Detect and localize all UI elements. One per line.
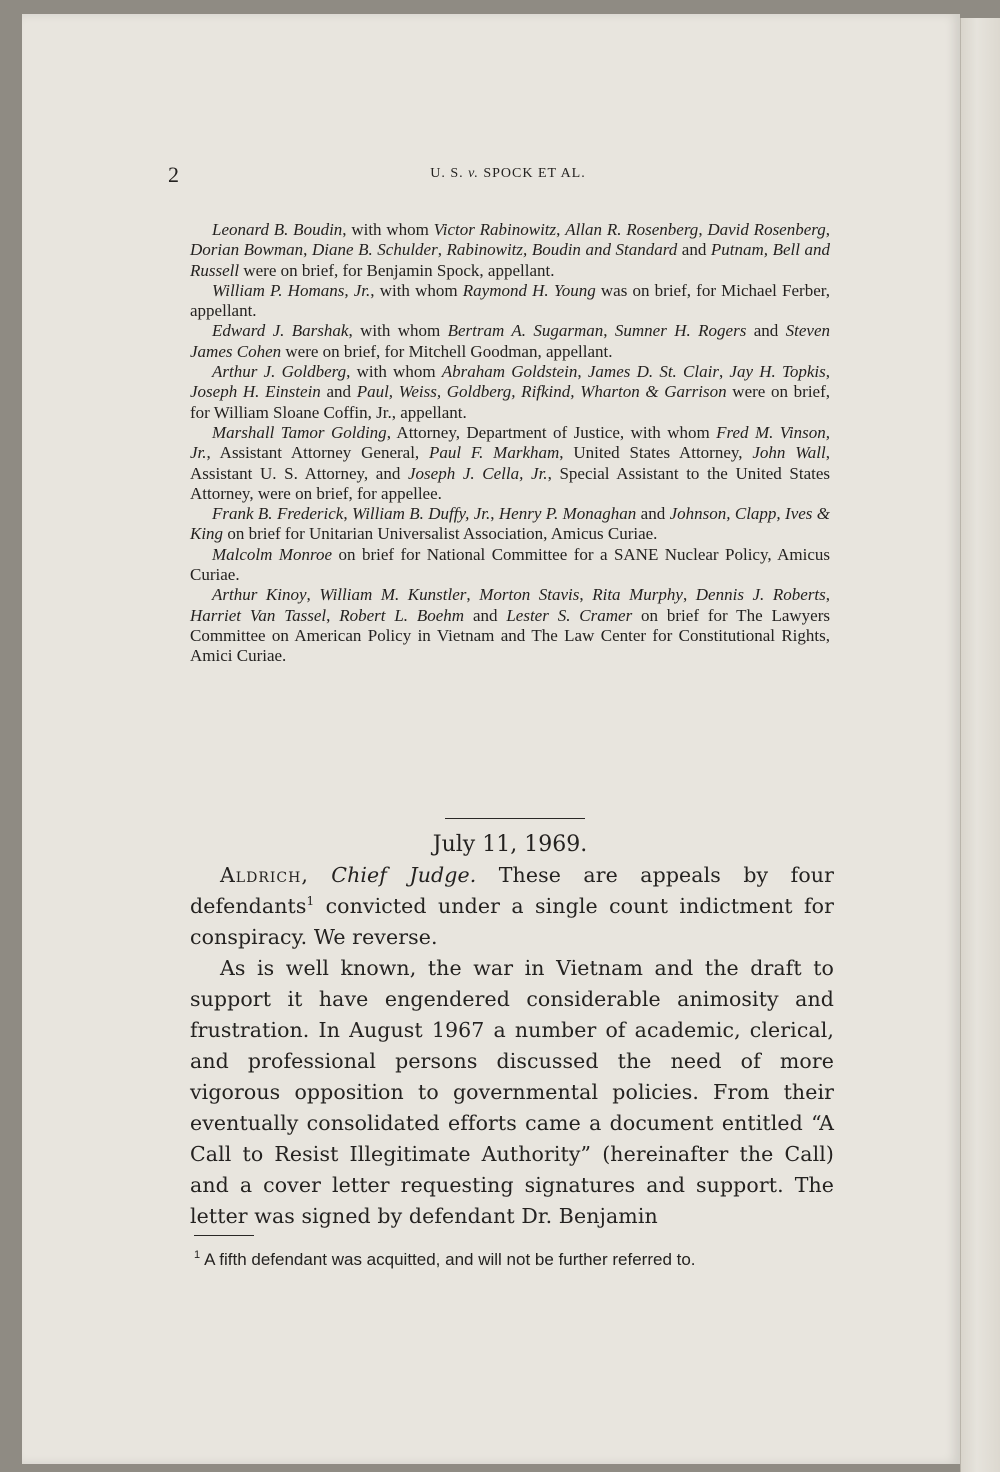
running-head-part-b: SPOCK ET AL.	[478, 166, 586, 181]
document-page	[22, 14, 960, 1464]
counsel-name: Frank B. Frederick	[212, 504, 344, 524]
footnote-divider	[194, 1235, 254, 1236]
footnote-marker: 1	[194, 1249, 201, 1262]
counsel-text: ,	[698, 220, 708, 239]
counsel-name: Paul F. Markham	[429, 443, 560, 463]
counsel-text: ,	[490, 504, 499, 524]
counsel-text: ,	[718, 362, 730, 382]
next-page-edge	[960, 18, 1000, 1472]
judge-name: Aldrich,	[220, 863, 309, 887]
counsel-text: were on brief, for William Sloane Coffin, Jr., appellant.	[190, 382, 831, 422]
counsel-text: was on brief, for Michael Ferber, appellant.	[190, 280, 830, 321]
opinion-text: These are appeals by four defendants	[190, 863, 835, 918]
counsel-name: Dorian Bowman	[190, 240, 304, 260]
running-head-part-a: U. S.	[430, 166, 469, 181]
counsel-name: Malcolm Monroe	[212, 544, 333, 564]
counsel-name: Robert L. Boehm	[339, 605, 465, 625]
counsel-name: Henry P. Monaghan	[498, 504, 637, 524]
counsel-text: , with whom	[342, 220, 434, 239]
counsel-text: ,	[577, 362, 588, 382]
counsel-paragraph	[190, 585, 830, 666]
counsel-name: Sumner H. Rogers	[614, 321, 747, 341]
counsel-name: Joseph H. Einstein	[190, 382, 321, 402]
counsel-name: Allan R. Rosenberg	[565, 220, 699, 239]
counsel-name: Putnam, Bell and Russell	[190, 240, 831, 280]
counsel-paragraph	[190, 321, 830, 362]
counsel-text: ,	[825, 585, 831, 605]
counsel-text: ,	[682, 585, 696, 605]
page-number: 2	[168, 162, 179, 187]
counsel-listing	[190, 220, 830, 667]
counsel-text: ,	[437, 240, 447, 260]
counsel-text: , Special Assistant to the United States Attorney, were on brief, for appellee.	[190, 463, 831, 503]
counsel-text: ,	[326, 605, 340, 625]
counsel-text: ,	[579, 585, 593, 605]
counsel-name: William B. Duffy, Jr.	[351, 504, 491, 524]
counsel-text: ,	[603, 321, 615, 341]
counsel-text: on brief for Unitarian Universalist Association, Amicus Curiae.	[223, 524, 658, 544]
counsel-paragraph	[190, 220, 830, 281]
counsel-text: and	[677, 240, 711, 260]
counsel-name: John Wall	[752, 443, 826, 463]
counsel-name: Leonard B. Boudin	[212, 220, 343, 239]
judge-title: Chief Judge.	[308, 863, 477, 887]
counsel-text: were on brief, for Benjamin Spock, appellant.	[239, 260, 555, 280]
counsel-name: Dennis J. Roberts	[695, 585, 826, 605]
counsel-name: Arthur Kinoy	[212, 585, 307, 605]
counsel-name: Joseph J. Cella, Jr.	[408, 463, 548, 483]
counsel-name: Raymond H. Young	[462, 280, 596, 300]
counsel-text: , with whom	[346, 362, 442, 382]
counsel-name: William M. Kunstler	[319, 585, 467, 605]
counsel-name: Jay H. Topkis	[729, 362, 826, 382]
running-head	[168, 166, 848, 182]
counsel-paragraph	[190, 545, 830, 586]
counsel-text: , Assistant U. S. Attorney, and	[190, 443, 831, 483]
counsel-name: Paul, Weiss, Goldberg, Rifkind, Wharton & Garrison	[356, 382, 727, 402]
counsel-name: Johnson, Clapp, Ives & King	[190, 504, 831, 544]
counsel-name: Rabinowitz, Boudin and Standard	[446, 240, 678, 260]
counsel-text: , Attorney, Department of Justice, with whom	[386, 422, 717, 442]
counsel-name: Rita Murphy	[592, 585, 683, 605]
counsel-name: Steven James Cohen	[190, 321, 830, 361]
counsel-text: ,	[466, 585, 480, 605]
counsel-text: and	[320, 382, 357, 402]
opinion-date: July 11, 1969.	[432, 832, 588, 857]
counsel-name: David Rosenberg	[707, 220, 826, 239]
opinion-body	[190, 860, 834, 1232]
counsel-text: ,	[556, 220, 566, 239]
footnote	[194, 1250, 834, 1270]
counsel-text: , with whom	[348, 321, 448, 341]
counsel-text: , Assistant Attorney General,	[206, 443, 429, 463]
counsel-text: and	[636, 504, 670, 524]
counsel-name: Edward J. Barshak	[212, 321, 349, 341]
counsel-paragraph	[190, 281, 830, 322]
footnote-text: A fifth defendant was acquitted, and will not be further referred to.	[204, 1250, 696, 1269]
counsel-text: and	[464, 605, 507, 625]
opinion-paragraph	[190, 860, 834, 953]
counsel-paragraph	[190, 504, 830, 545]
counsel-paragraph	[190, 362, 830, 423]
counsel-text: on brief for National Committee for a SANE Nuclear Policy, Amicus Curiae.	[190, 544, 830, 585]
running-head-versus: v.	[468, 166, 479, 181]
counsel-text: ,	[343, 504, 352, 524]
counsel-text: and	[746, 321, 786, 341]
counsel-name: Abraham Goldstein	[441, 362, 578, 382]
counsel-text: ,	[825, 362, 831, 382]
counsel-paragraph	[190, 423, 830, 504]
counsel-text: , with whom	[370, 280, 463, 300]
counsel-name: James D. St. Clair	[587, 362, 719, 382]
counsel-name: Bertram A. Sugarman	[447, 321, 604, 341]
counsel-name: Morton Stavis	[479, 585, 580, 605]
opinion-text: convicted under a single count indictment for conspiracy. We reverse.	[190, 894, 834, 949]
counsel-text: on brief for The Lawyers Committee on American Policy in Vietnam and The Law Center for Constitutional Rights, Amici Curiae.	[190, 605, 830, 666]
section-divider	[445, 818, 585, 819]
counsel-name: Fred M. Vinson, Jr.	[190, 422, 830, 463]
opinion-paragraph: As is well known, the war in Vietnam and the draft to support it have engendered considerable animosity and frustration. In August 1967 a number of academic, clerical, and professional persons discussed the need of more vigorous opposition to governmental policies. From their eventually consolidated efforts came a document entitled “A Call to Resist Illegitimate Authority” (hereinafter the Call) and a cover letter requesting signatures and support. The letter was signed by defendant Dr. Benjamin	[190, 956, 834, 1228]
counsel-text: ,	[306, 585, 320, 605]
counsel-text: ,	[825, 220, 831, 239]
counsel-name: Harriet Van Tassel	[190, 605, 327, 625]
counsel-name: Arthur J. Goldberg	[212, 362, 347, 382]
counsel-name: Diane B. Schulder	[311, 240, 438, 260]
footnote-ref[interactable]: 1	[306, 894, 315, 909]
counsel-text: were on brief, for Mitchell Goodman, appellant.	[281, 341, 613, 361]
counsel-text: ,	[303, 240, 312, 260]
counsel-name: Lester S. Cramer	[506, 605, 633, 625]
counsel-name: Marshall Tamor Golding	[212, 422, 387, 442]
page-header	[168, 162, 848, 192]
counsel-name: William P. Homans, Jr.	[212, 280, 371, 300]
counsel-text: , United States Attorney,	[559, 443, 753, 463]
counsel-name: Victor Rabinowitz	[433, 220, 557, 239]
